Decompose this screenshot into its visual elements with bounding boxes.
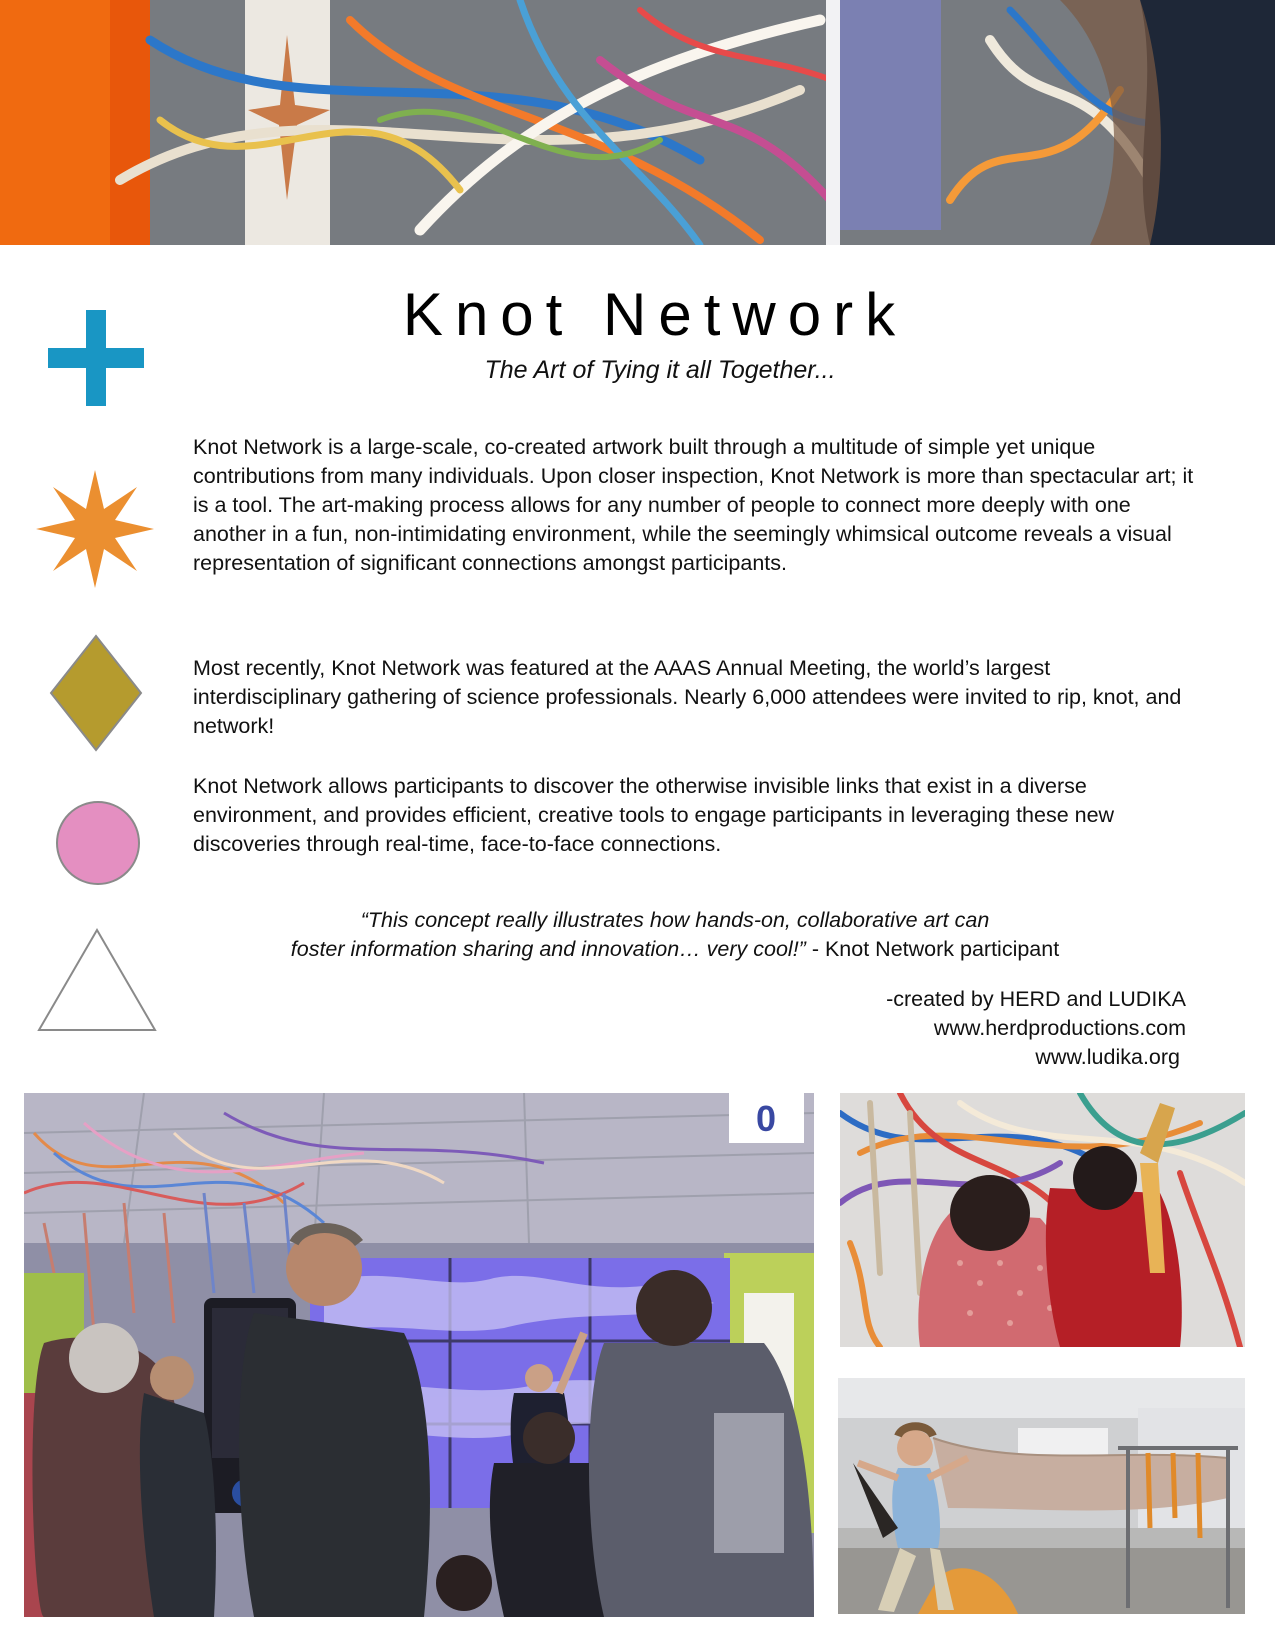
- circle-shape: [57, 802, 139, 884]
- photo-man-with-fabric: [838, 1378, 1245, 1614]
- credits-url-ludika: www.ludika.org: [1035, 1045, 1180, 1069]
- quote-line-1: “This concept really illustrates how hands-on, collaborative art can: [360, 908, 990, 932]
- paragraph-connections: Knot Network allows participants to discover the otherwise invisible links that exist in a diverse environment, and provides efficient, creative tools to engage participants in leveraging these new discoveries through real-time, face-to-face connections.: [193, 774, 1115, 856]
- triangle-icon: [37, 928, 157, 1032]
- circle-icon: [55, 800, 141, 886]
- star-icon: [36, 470, 154, 588]
- quote-line-2: foster information sharing and innovation… very cool!”: [290, 937, 806, 961]
- quote-attribution: - Knot Network participant: [805, 937, 1060, 961]
- participant-quote: [150, 906, 1200, 964]
- page-subtitle: The Art of Tying it all Together...: [484, 356, 836, 384]
- page-title: Knot Network: [402, 281, 908, 348]
- photo-video-wall-crowd: [24, 1093, 814, 1617]
- photo-tying-ribbons: [840, 1093, 1245, 1347]
- paragraph-intro: Knot Network is a large-scale, co-created artwork built through a multitude of simple yet unique contributions from many individuals. Upon closer inspection, Knot Network is more than spectacular art; it is a tool. The art-making process allows for any number of people to connect more deeply with one another in a fun, non-intimidating environment, while the seemingly whimsical outcome reveals a visual representation of significant connections amongst participants.: [193, 435, 1194, 575]
- star-shape: [36, 470, 154, 588]
- plus-shape: [48, 310, 144, 406]
- credits-created-by: -created by HERD and LUDIKA: [886, 987, 1186, 1011]
- paragraph-aaas: Most recently, Knot Network was featured at the AAAS Annual Meeting, the world’s largest interdisciplinary gathering of science professionals. Nearly 6,000 attendees were invited to rip, knot, and network!: [193, 656, 1182, 738]
- hero-photo-ribbons: [0, 0, 1275, 245]
- diamond-icon: [49, 634, 143, 752]
- triangle-shape: [39, 930, 155, 1030]
- booth-sign-number: 0: [755, 1098, 777, 1139]
- credits-url-herd: www.herdproductions.com: [933, 1016, 1186, 1040]
- credits: [886, 985, 1186, 1072]
- diamond-shape: [51, 636, 141, 750]
- plus-icon: [48, 310, 144, 406]
